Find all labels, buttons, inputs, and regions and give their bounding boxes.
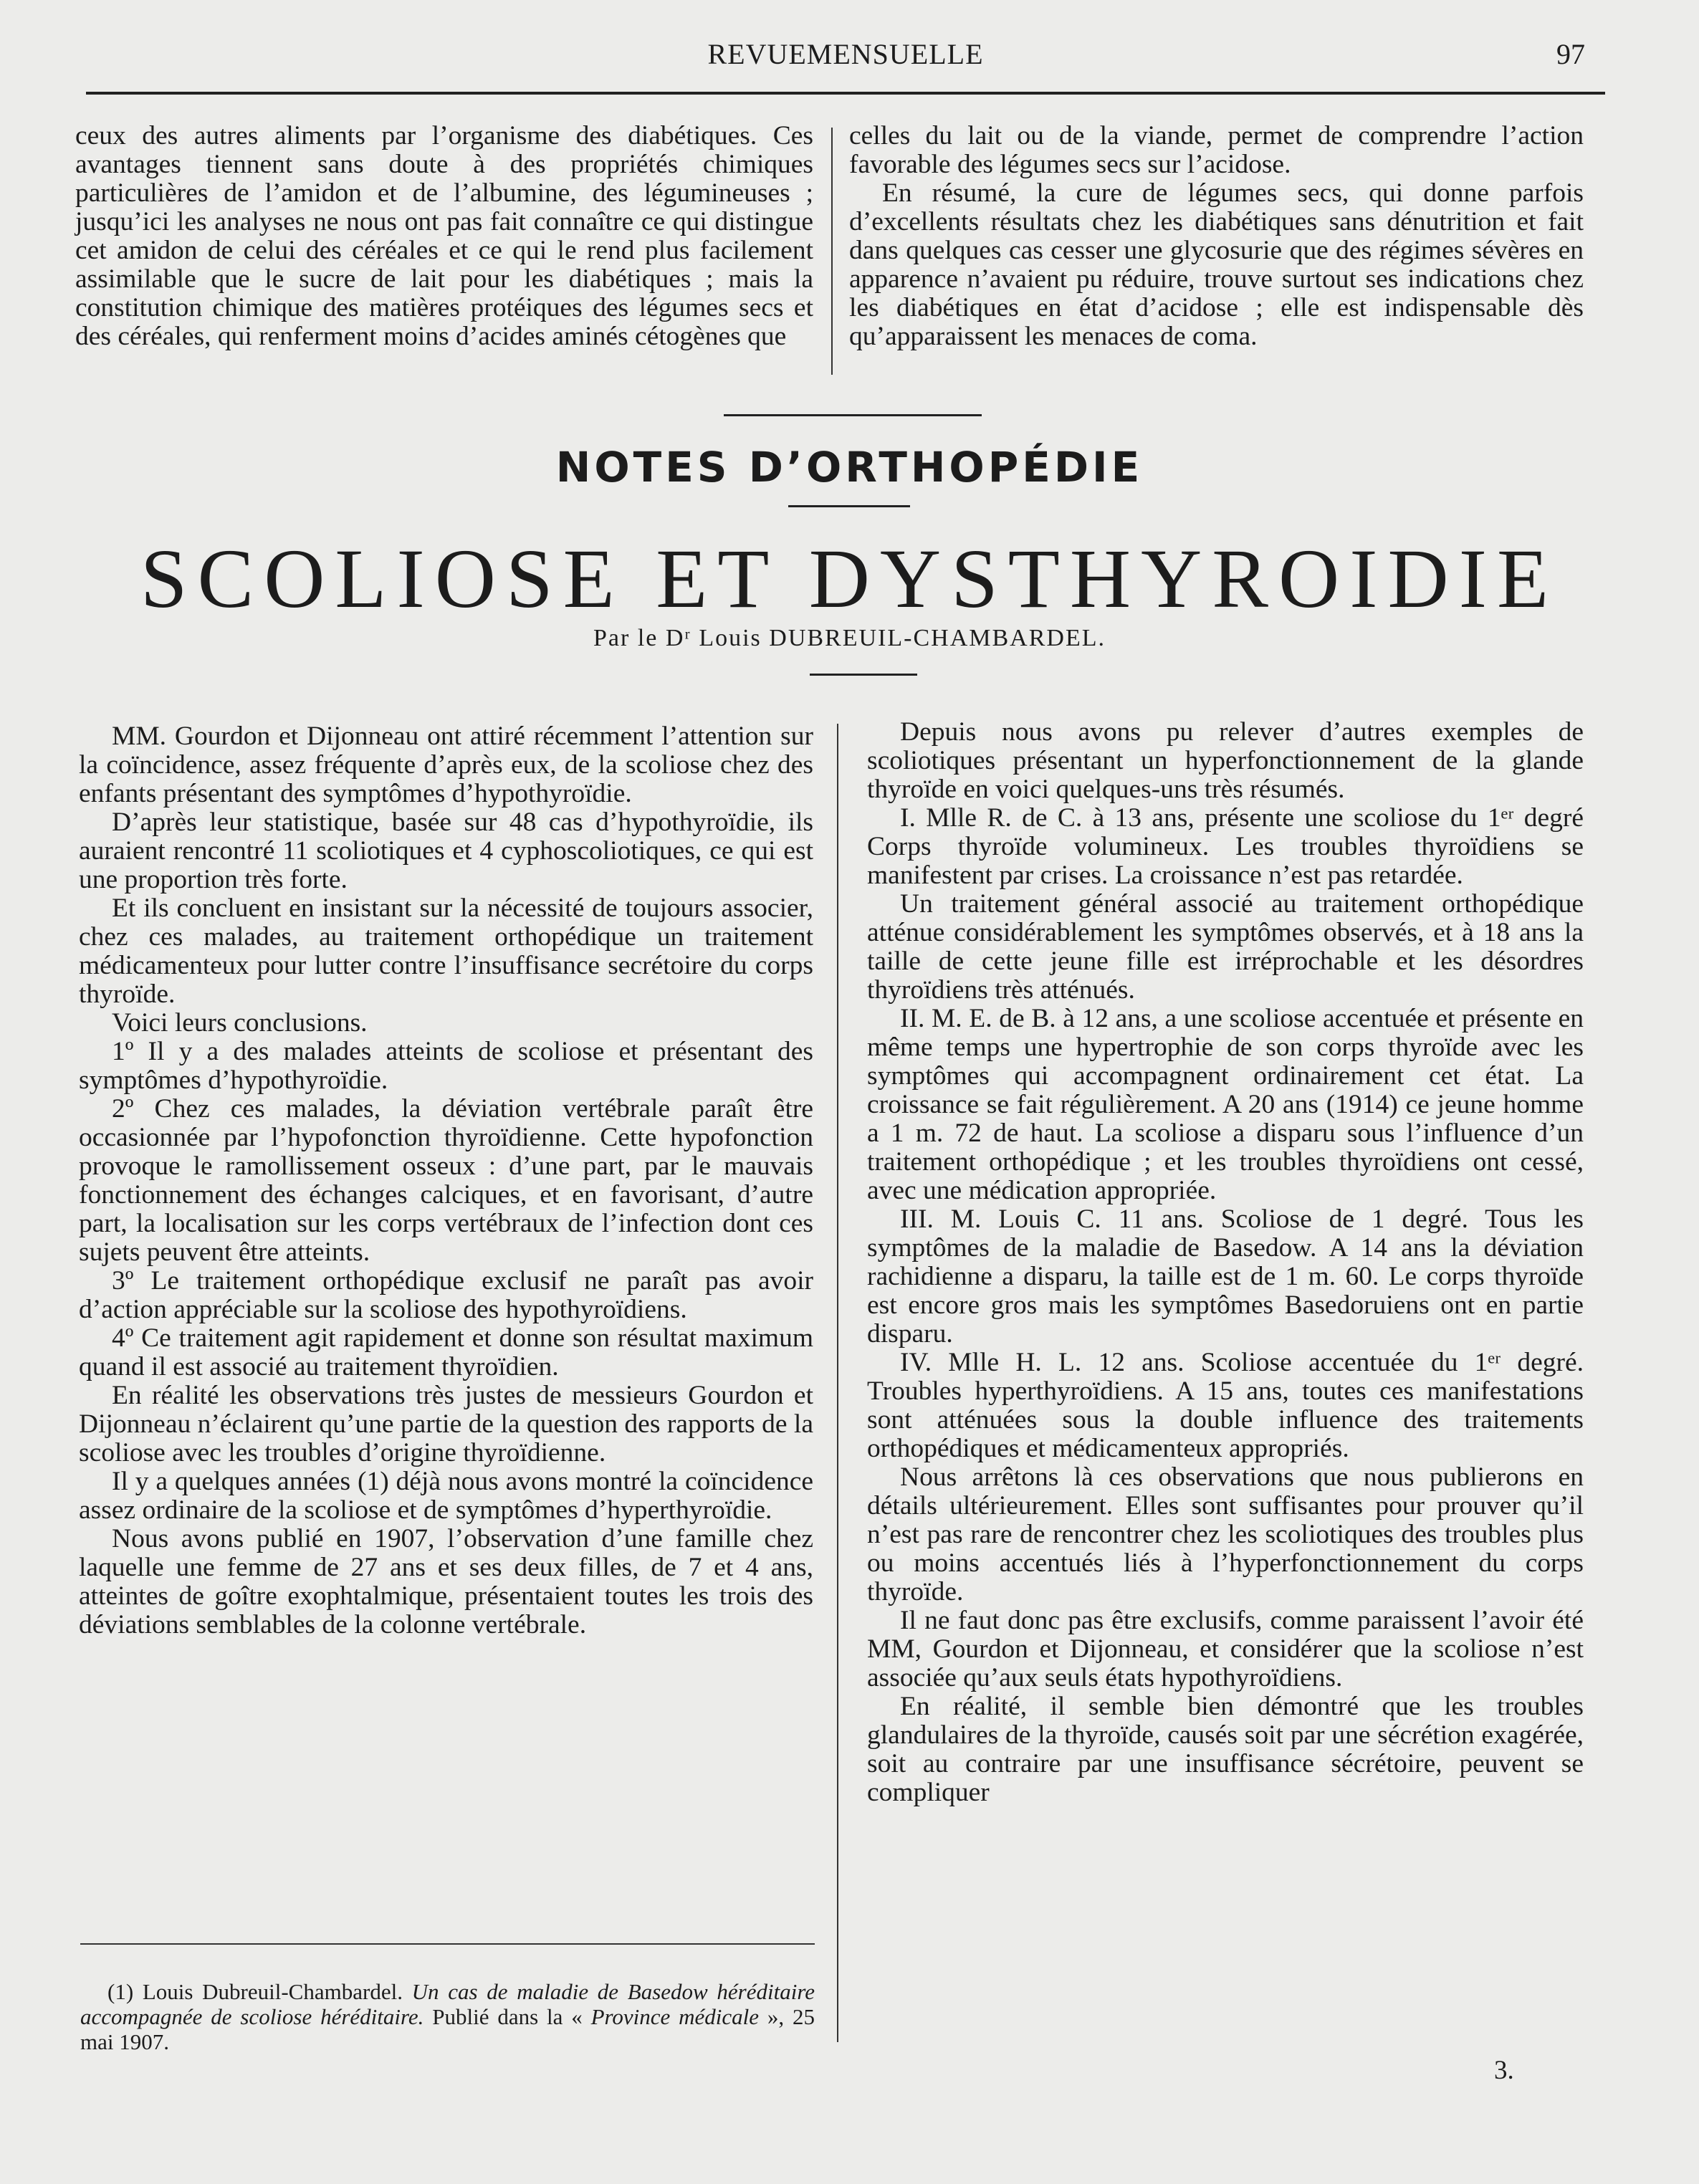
separator-rule bbox=[724, 414, 982, 416]
article-paragraph: Et ils concluent en insistant sur la nécessité de toujours associer, chez ces malades, au traitement orthopédique un traitement médicamenteux pour lutter contre l’insuffisance secrétoire du corps thyroïde. bbox=[79, 894, 813, 1009]
footnote-prefix: (1) Louis Dubreuil-Chambardel. bbox=[107, 1979, 412, 2004]
article-paragraph: D’après leur statistique, basée sur 48 cas d’hypothyroïdie, ils auraient rencontré 11 scoliotiques et 4 cyphoscoliotiques, ce qui est une proportion très forte. bbox=[79, 808, 813, 894]
column-divider-bottom bbox=[837, 724, 838, 2042]
article-paragraph: Il ne faut donc pas être exclusifs, comme paraissent l’avoir été MM, Gourdon et Dijonneau, et considérer que la scoliose n’est associée qu’aux seuls états hypothyroïdiens. bbox=[867, 1606, 1584, 1692]
article-paragraph: Depuis nous avons pu relever d’autres exemples de scoliotiques présentant un hyperfonctionnement de la glande thyroïde en voici quelques-uns très résumés. bbox=[867, 717, 1584, 804]
running-title: REVUEMENSUELLE bbox=[707, 38, 984, 70]
article-paragraph: En réalité les observations très justes de messieurs Gourdon et Dijonneau n’éclairent qu’une partie de la question des rapports de la scoliose avec les troubles d’origine thyroïdienne. bbox=[79, 1381, 813, 1467]
previous-article-paragraph: celles du lait ou de la viande, permet de comprendre l’action favorable des légumes secs sur l’acidose. bbox=[849, 121, 1584, 179]
footnote bbox=[80, 1979, 815, 2054]
article-paragraph: 2º Chez ces malades, la déviation vertébrale paraît être occasionnée par l’hypofonction thyroïdienne. Cette hypofonction provoque le ramollissement osseux : d’une part, par le mauvais fonctionnement des échanges calciques, et en favorisant, d’autre part, la localisation sur les corps vertébraux de l’infection dont ces sujets peuvent être atteints. bbox=[79, 1094, 813, 1267]
column-divider-top bbox=[831, 128, 833, 375]
previous-article-paragraph: En résumé, la cure de légumes secs, qui donne parfois d’excellents résultats chez les diabétiques sans dénutrition et fait dans quelques cas cesser une glycosurie que des régimes sévères en apparence n’avaient pu réduire, trouve surtout ses indications chez les diabétiques en état d’acidose ; elle est indispensable dès qu’apparaissent les menaces de coma. bbox=[849, 178, 1584, 351]
separator-rule bbox=[810, 674, 917, 676]
article-paragraph: MM. Gourdon et Dijonneau ont attiré récemment l’attention sur la coïncidence, assez fréquente d’après eux, de la scoliose chez des enfants présentant des symptômes d’hypothyroïdie. bbox=[79, 722, 813, 808]
article-paragraph: IV. Mlle H. L. 12 ans. Scoliose accentuée du 1ᵉʳ degré. Troubles hyperthyroïdiens. A 15 ans, toutes ces manifestations sont atténuées sous la double influence des traitements orthopédiques et médicamenteux appropriés. bbox=[867, 1348, 1584, 1463]
page-number: 97 bbox=[1556, 38, 1585, 70]
footnote-suffix: », 25 mai 1907. bbox=[80, 2004, 815, 2054]
section-title: NOTES D’ORTHOPÉDIE bbox=[555, 443, 1144, 492]
running-header bbox=[86, 37, 1605, 80]
article-right-column bbox=[867, 718, 1584, 1807]
article-title: SCOLIOSE ET DYSTHYROIDIE bbox=[140, 532, 1559, 626]
footnote-journal: Province médicale bbox=[590, 2004, 760, 2029]
previous-article-left-text: ceux des autres aliments par l’organisme des diabétiques. Ces avantages tiennent sans doute à des propriétés chimiques particulières de l’amidon et de l’albumine, des légumineuses ; jusqu’ici les analyses ne nous ont pas fait connaître ce qui distingue cet amidon de celui des céréales et ce qui le rend plus facilement assimilable que le sucre de lait pour les diabétiques ; mais la constitution chimique des matières protéiques des légumes secs et des céréales, qui renferment moins d’acides aminés cétogènes que bbox=[75, 121, 813, 351]
header-rule bbox=[86, 92, 1605, 95]
article-paragraph: III. M. Louis C. 11 ans. Scoliose de 1 degré. Tous les symptômes de la maladie de Basedow. A 14 ans la déviation rachidienne a disparu, la taille est de 1 m. 60. Le corps thyroïde est encore gros mais les symptômes Basedoruiens ont en partie disparu. bbox=[867, 1204, 1584, 1349]
article-paragraph: I. Mlle R. de C. à 13 ans, présente une scoliose du 1ᵉʳ degré Corps thyroïde volumineux. Les troubles thyroïdiens se manifestent par crises. La croissance n’est pas retardée. bbox=[867, 803, 1584, 890]
byline: Par le Dʳ Louis DUBREUIL-CHAMBARDEL. bbox=[593, 625, 1106, 651]
article-paragraph: II. M. E. de B. à 12 ans, a une scoliose accentuée et présente en même temps une hypertrophie de son corps thyroïde avec les symptômes qui accompagnent ordinairement cet état. La croissance se fait régulièrement. A 20 ans (1914) ce jeune homme a 1 m. 72 de haut. La scoliose a disparu sous l’influence d’un traitement orthopédique ; et les troubles thyroïdiens ont cessé, avec une médication appropriée. bbox=[867, 1004, 1584, 1205]
article-paragraph: 4º Ce traitement agit rapidement et donne son résultat maximum quand il est associé au traitement thyroïdien. bbox=[79, 1323, 813, 1381]
footnote-middle: Publié dans la « bbox=[423, 2004, 591, 2029]
article-paragraph: 3º Le traitement orthopédique exclusif ne paraît pas avoir d’action appréciable sur la scoliose des hypothyroïdiens. bbox=[79, 1266, 813, 1324]
article-paragraph: Il y a quelques années (1) déjà nous avons montré la coïncidence assez ordinaire de la scoliose et de symptômes d’hyperthyroïdie. bbox=[79, 1467, 813, 1525]
article-paragraph: Voici leurs conclusions. bbox=[112, 1008, 368, 1038]
article-paragraph: Un traitement général associé au traitement orthopédique atténue considérablement les symptômes observés, et à 18 ans la taille de cette jeune fille est irréprochable et les désordres thyroïdiens très atténués. bbox=[867, 889, 1584, 1005]
previous-article-right-column bbox=[849, 122, 1584, 351]
previous-article-left-column bbox=[75, 122, 813, 351]
article-left-column bbox=[79, 722, 813, 1639]
footnote-rule bbox=[80, 1943, 815, 1945]
article-paragraph: Nous avons publié en 1907, l’observation d’une famille chez laquelle une femme de 27 ans et ses deux filles, de 7 et 4 ans, atteintes de goître exophtalmique, présentaient toutes les trois des déviations semblables de la colonne vertébrale. bbox=[79, 1524, 813, 1639]
separator-rule bbox=[788, 505, 910, 507]
footnote-work-title: Un cas de maladie de Basedow héréditaire accompagnée de scoliose héréditaire. bbox=[80, 1979, 815, 2029]
signature-mark: 3. bbox=[1494, 2056, 1514, 2085]
article-paragraph: 1º Il y a des malades atteints de scoliose et présentant des symptômes d’hypothyroïdie. bbox=[79, 1037, 813, 1095]
article-paragraph: Nous arrêtons là ces observations que nous publierons en détails ultérieurement. Elles sont suffisantes pour prouver qu’il n’est pas rare de rencontrer chez les scoliotiques des troubles plus ou moins accentués liés à l’hyperfonctionnement du corps thyroïde. bbox=[867, 1462, 1584, 1606]
article-paragraph: En réalité, il semble bien démontré que les troubles glandulaires de la thyroïde, causés soit par une sécrétion exagérée, soit au contraire par une insuffisance sécrétoire, peuvent se compliquer bbox=[867, 1692, 1584, 1807]
